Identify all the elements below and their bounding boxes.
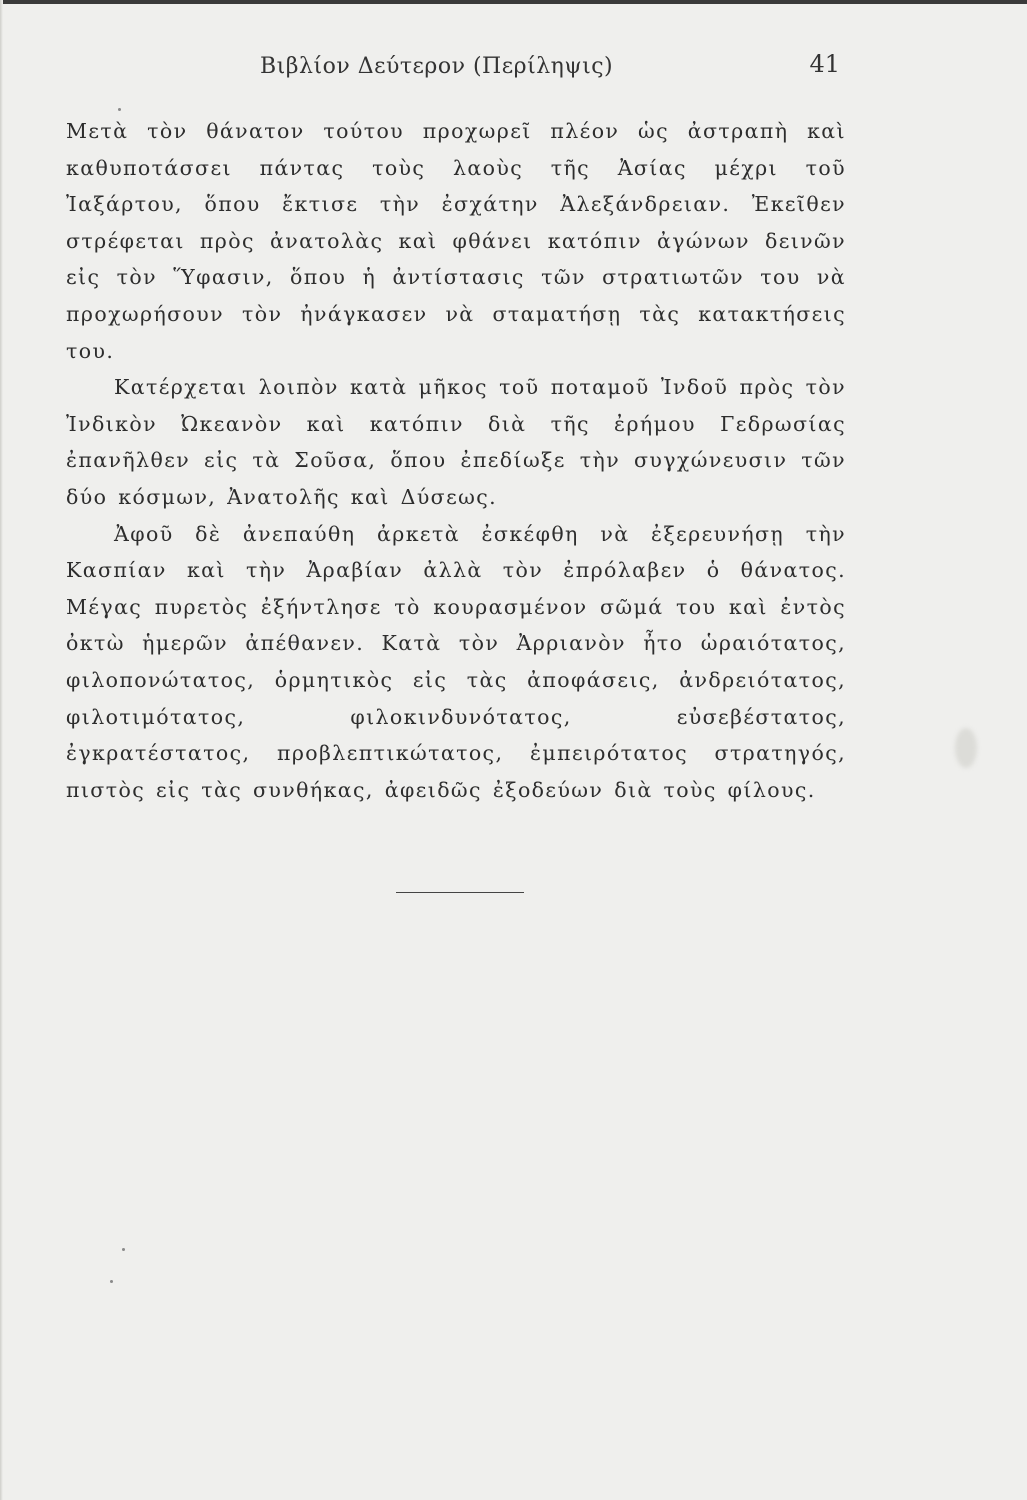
page-number: 41 xyxy=(809,50,840,78)
paragraph-3: Ἀφοῦ δὲ ἀνεπαύθη ἀρκετὰ ἐσκέφθη νὰ ἐξερευνήσῃ τὴν Κασπίαν καὶ τὴν Ἀραβίαν ἀλλὰ τὸν ἐπρόλαβεν ὁ θάνατος. Μέγας πυρετὸς ἐξήντλησε τὸ κουρασμένον σῶμά του καὶ ἐντὸς ὀκτὼ ἡμερῶν ἀπέθανεν. Κατὰ τὸν Ἀρριανὸν ἦτο ὡραιότατος, φιλοπονώτατος, ὁρμητικὸς εἰς τὰς ἀποφάσεις, ἀνδρειότατος, φιλοτιμότατος, φιλοκινδυνότατος, εὐσεβέστατος, ἐγκρατέστατος, προβλεπτικώτατος, ἐμπειρότατος στρατηγός, πιστὸς εἰς τὰς συνθήκας, ἀφειδῶς ἐξοδεύων διὰ τοὺς φίλους. xyxy=(66,521,846,802)
paragraph-1: Μετὰ τὸν θάνατον τούτου προχωρεῖ πλέον ὡς ἀστραπὴ καὶ καθυποτάσσει πάντας τοὺς λαοὺς τῆς Ἀσίας μέχρι τοῦ Ἰαξάρτου, ὅπου ἔκτισε τὴν ἐσχάτην Ἀλεξάνδρειαν. Ἐκεῖθεν στρέφεται πρὸς ἀνατολὰς καὶ φθάνει κατόπιν ἀγώνων δεινῶν εἰς τὸν Ὕφασιν, ὅπου ἡ ἀντίστασις τῶν στρατιωτῶν του νὰ προχωρήσουν τὸν ἠνάγκασεν νὰ σταματήσῃ τὰς κατακτήσεις του. xyxy=(66,119,846,363)
section-end-rule xyxy=(396,892,524,893)
running-head xyxy=(110,50,840,90)
ink-speck xyxy=(110,1280,113,1283)
paragraph-2: Κατέρχεται λοιπὸν κατὰ μῆκος τοῦ ποταμοῦ Ἰνδοῦ πρὸς τὸν Ἰνδικὸν Ὠκεανὸν καὶ κατόπιν διὰ τῆς ἐρήμου Γεδρωσίας ἐπανῆλθεν εἰς τὰ Σοῦσα, ὅπου ἐπεδίωξε τὴν συγχώνευσιν τῶν δύο κόσμων, Ἀνατολῆς καὶ Δύσεως. xyxy=(66,375,846,509)
body-text xyxy=(66,113,846,808)
paper-smudge xyxy=(955,728,977,768)
running-head-title: Βιβλίον Δεύτερον (Περίληψις) xyxy=(260,54,614,79)
ink-speck xyxy=(118,108,121,111)
scan-top-edge xyxy=(0,0,1027,4)
scan-left-edge xyxy=(0,0,3,1500)
ink-speck xyxy=(122,1248,125,1251)
